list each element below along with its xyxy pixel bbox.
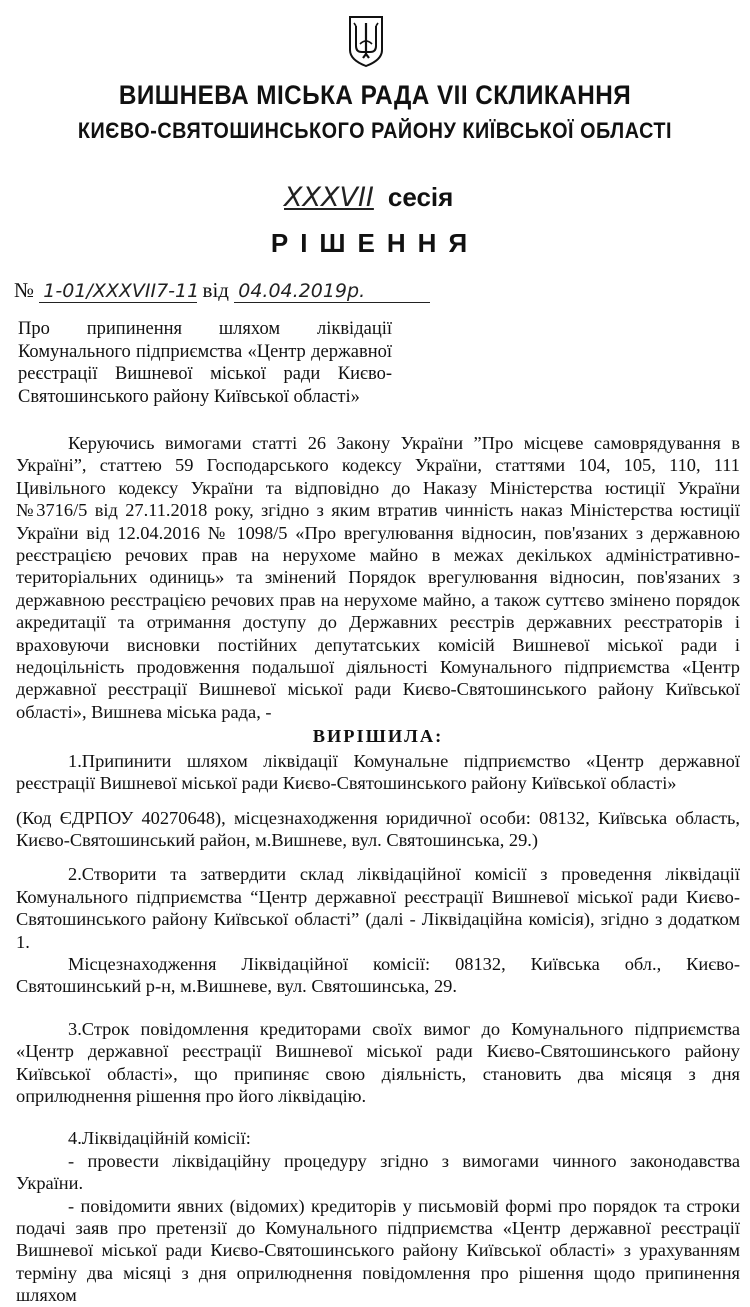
preamble-paragraph: Керуючись вимогами статті 26 Закону України ”Про місцеве самоврядування в Україні”, статтею 59 Господарського кодексу України, статтями 104, 105, 110, 111 Цивільного кодексу України та відповідно до Наказу Міністерства юстиції України №3716/5 від 27.11.2018 року, згідно з яким втратив чинність наказ Міністерства юстиції України від 12.04.2016 № 1098/5 «Про врегулювання відносин, пов'язаних з державною реєстрацією речових прав на нерухоме майно в межах декількох адміністративно-територіальних одиниць» та змінений Порядок врегулювання відносин, пов'язаних з державною реєстрацією речових прав на нерухоме майно, а також суттєво змінено порядок акредитації та отримання доступу до Державних реєстрів державних реєстраторів і враховуючи висновки постійних депутатських комісій Вишневої міської ради і недоцільність продовження подальшої діяльності Комунального підприємства «Центр державної реєстрації Вишневої міської ради Києво-Святошинського району Київської області», Вишнева міська рада, - — [16, 433, 740, 722]
decision-number: 1-01/XXXVII7-11 — [39, 280, 197, 303]
decision-body — [16, 432, 740, 1307]
item-1-code: (Код ЄДРПОУ 40270648), місцезнаходження юридичної особи: 08132, Київська область, Києво-Святошинський район, м.Вишневе, вул. Святошинська, 29.) — [16, 807, 740, 850]
decision-title: РІШЕННЯ — [270, 228, 480, 258]
item-1: 1.Припинити шляхом ліквідації Комунальне підприємство «Центр державної реєстрації Вишневої міської ради Києво-Святошинського району Київської області» — [16, 750, 740, 794]
decision-date: 04.04.2019р. — [234, 280, 430, 303]
decision-subject: Про припинення шляхом ліквідації Комунального підприємства «Центр державної реєстрації Вишневої міської ради Києво-Святошинського району Київської області» — [18, 319, 392, 407]
item-4: 4.Ліквідаційній комісії: — [68, 1128, 251, 1149]
session-label: сесія — [387, 182, 454, 212]
session-number: XXXVII — [284, 182, 374, 213]
district-name: КИЄВО-СВЯТОШИНСЬКОГО РАЙОНУ КИЇВСЬКОЇ ОБЛАСТІ — [77, 118, 673, 143]
decision-number-line — [14, 278, 430, 303]
council-name: ВИШНЕВА МІСЬКА РАДА VII СКЛИКАННЯ — [118, 80, 632, 110]
item-2: 2.Створити та затвердити склад ліквідаційної комісії з проведення ліквідації Комунального підприємства “Центр державної реєстрації Вишневої міської ради Києво-Святошинського району Київської області” (далі - Ліквідаційна комісія), згідно з додатком 1. — [16, 864, 740, 952]
from-label: від — [202, 278, 229, 302]
item-4-a: - провести ліквідаційну процедуру згідно з вимогами чинного законодавства України. — [16, 1150, 740, 1194]
session-line — [284, 182, 453, 213]
trident-emblem-icon — [346, 14, 386, 68]
item-2-location: Місцезнаходження Ліквідаційної комісії: 08132, Київська обл., Києво-Святошинський р-н, м.Вишневе, вул. Святошинська, 29. — [16, 953, 740, 997]
item-3: 3.Строк повідомлення кредиторами своїх вимог до Комунального підприємства «Центр державної реєстрації Вишневої міської ради Києво-Святошинського району Київської області», що припиняє свою діяльність, становить два місяця з дня оприлюднення рішення про його ліквідацію. — [16, 1018, 740, 1106]
number-prefix: № — [14, 278, 35, 302]
item-4-b: - повідомити явних (відомих) кредиторів у письмовій формі про порядок та строки подачі заяв про претензії до Комунального підприємства «Центр державної реєстрації Вишневої міської ради Києво-Святошинського району Київської області» з урахуванням терміну два місяці з дня оприлюднення повідомлення про рішення щодо припинення шляхом — [16, 1195, 740, 1306]
resolved-heading: ВИРІШИЛА: — [312, 726, 444, 747]
